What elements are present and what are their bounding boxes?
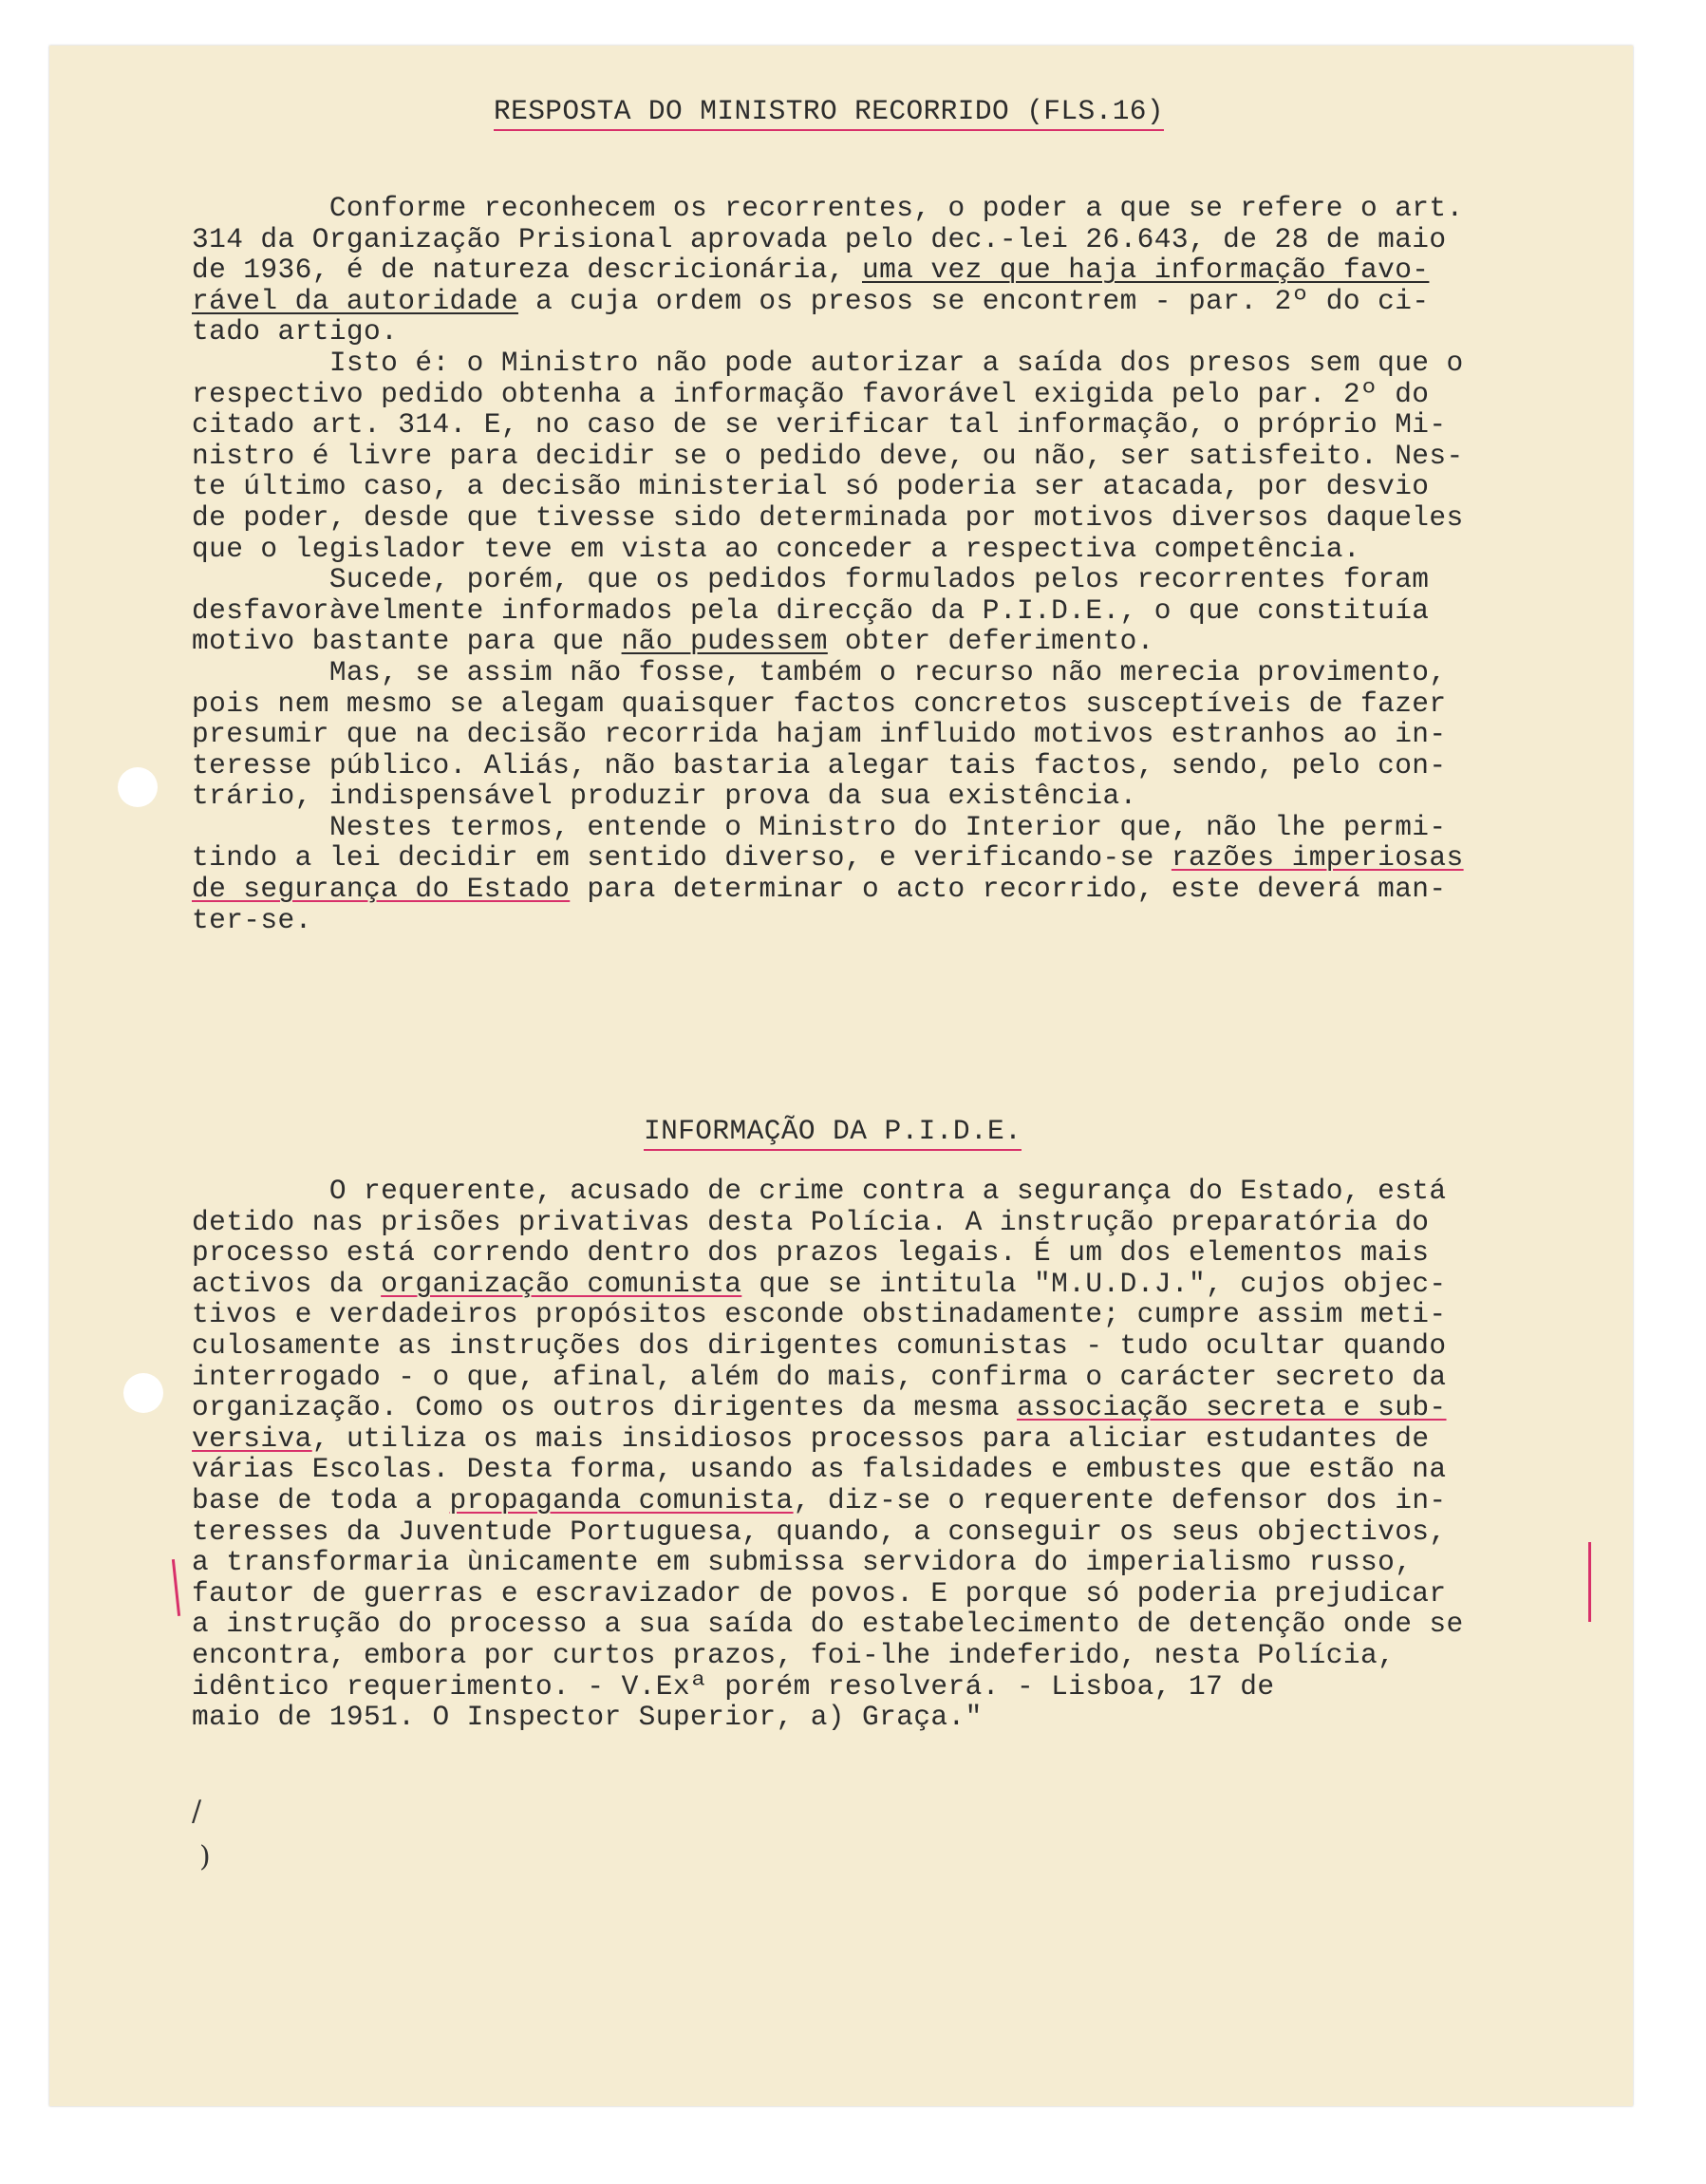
- underlined-text: não pudessem: [621, 625, 828, 658]
- section-heading-ministro: RESPOSTA DO MINISTRO RECORRIDO (FLS.16): [494, 95, 1164, 131]
- text-line: [192, 1578, 1464, 1610]
- text-line: [192, 812, 1464, 843]
- text-line: [192, 1299, 1464, 1330]
- text-line: [192, 1485, 1464, 1516]
- text-line: [192, 316, 1464, 348]
- text-line: [192, 379, 1464, 410]
- text-run: tado artigo.: [192, 315, 399, 348]
- text-line: [192, 781, 1464, 812]
- text-line: [192, 1702, 1464, 1733]
- text-run: a cuja ordem os presos se encontrem - par. 2º do ci-: [517, 284, 1430, 317]
- text-line: [192, 1640, 1464, 1671]
- punch-hole: [123, 1373, 163, 1413]
- text-line: [192, 595, 1464, 627]
- margin-red-mark: [1588, 1542, 1591, 1622]
- text-run: activos da: [192, 1267, 382, 1300]
- text-run: maio de 1951. O Inspector Superior, a) Graça.": [192, 1701, 983, 1734]
- section-body-ministro: [192, 193, 1464, 935]
- text-run: O requerente, acusado de crime contra a segurança do Estado, está: [192, 1175, 1447, 1207]
- text-line: [192, 626, 1464, 657]
- section-heading-pide: INFORMAÇÃO DA P.I.D.E.: [644, 1115, 1022, 1151]
- text-run: culosamente as instruções dos dirigentes comunistas - tudo ocultar quando: [192, 1328, 1447, 1362]
- text-line: [192, 750, 1464, 781]
- section-body-pide: [192, 1176, 1464, 1733]
- text-line: [192, 905, 1464, 936]
- text-run: ter-se.: [192, 903, 312, 936]
- document-page: [49, 46, 1633, 2106]
- underlined-text: propaganda comunista: [449, 1483, 794, 1516]
- text-line: [192, 286, 1464, 317]
- text-line: [192, 842, 1464, 874]
- text-run: , diz-se o requerente defensor dos in-: [793, 1483, 1447, 1516]
- text-line: [192, 1207, 1464, 1238]
- text-line: [192, 657, 1464, 688]
- text-line: [192, 1609, 1464, 1640]
- text-run: para determinar o acto recorrido, este deverá man-: [570, 873, 1447, 906]
- underlined-text: versiva: [192, 1421, 312, 1455]
- text-line: [192, 1269, 1464, 1300]
- text-line: [192, 1362, 1464, 1393]
- text-run: processo está correndo dentro dos prazos legais. É um dos elementos mais: [192, 1236, 1430, 1270]
- text-line: [192, 409, 1464, 441]
- text-line: [192, 471, 1464, 502]
- text-run: presumir que na decisão recorrida hajam influido motivos estranhos ao in-: [192, 718, 1447, 751]
- underlined-text: uma vez que haja informação favo-: [862, 254, 1430, 287]
- text-run: motivo bastante para que: [192, 625, 622, 658]
- text-run: Nestes termos, entende o Ministro do Interior que, não lhe permi-: [192, 810, 1447, 843]
- text-line: [192, 1547, 1464, 1578]
- text-run: Mas, se assim não fosse, também o recurso não merecia provimento,: [192, 655, 1447, 688]
- text-run: que o legislador teve em vista ao conceder a respectiva competência.: [192, 532, 1360, 565]
- underlined-text: organização comunista: [381, 1267, 742, 1300]
- underlined-text: rável da autoridade: [192, 284, 518, 317]
- text-line: [192, 441, 1464, 472]
- text-run: respectivo pedido obtenha a informação favorável exigida pelo par. 2º do: [192, 377, 1430, 410]
- text-line: [192, 224, 1464, 255]
- text-line: [192, 534, 1464, 565]
- margin-pencil-mark: ): [199, 1840, 211, 1873]
- text-line: [192, 1237, 1464, 1269]
- text-run: Conforme reconhecem os recorrentes, o poder a que se refere o art.: [192, 192, 1464, 224]
- text-line: [192, 1176, 1464, 1207]
- text-run: pois nem mesmo se alegam quaisquer factos concretos susceptíveis de fazer: [192, 687, 1447, 720]
- punch-hole: [118, 767, 158, 807]
- text-run: te último caso, a decisão ministerial só poderia ser atacada, por desvio: [192, 470, 1430, 503]
- text-run: base de toda a: [192, 1483, 450, 1516]
- text-line: [192, 1671, 1464, 1703]
- text-run: , utiliza os mais insidiosos processos para aliciar estudantes de: [311, 1421, 1430, 1455]
- text-line: [192, 719, 1464, 750]
- text-run: encontra, embora por curtos prazos, foi-lhe indeferido, nesta Polícia,: [192, 1638, 1396, 1671]
- margin-pencil-mark: /: [192, 1795, 202, 1828]
- text-line: [192, 1330, 1464, 1362]
- underlined-text: de segurança do Estado: [192, 873, 571, 906]
- text-run: obter deferimento.: [827, 625, 1154, 658]
- text-run: tivos e verdadeiros propósitos esconde obstinadamente; cumpre assim meti-: [192, 1298, 1447, 1331]
- text-run: de poder, desde que tivesse sido determinada por motivos diversos daqueles: [192, 500, 1464, 534]
- underlined-text: associação secreta e sub-: [1016, 1391, 1447, 1424]
- text-line: [192, 1516, 1464, 1548]
- text-line: [192, 1392, 1464, 1423]
- text-run: a instrução do processo a sua saída do estabelecimento de detenção onde se: [192, 1608, 1464, 1641]
- text-run: citado art. 314. E, no caso de se verificar tal informação, o próprio Mi-: [192, 408, 1447, 442]
- text-run: fautor de guerras e escravizador de povos. E porque só poderia prejudicar: [192, 1576, 1447, 1610]
- text-run: várias Escolas. Desta forma, usando as falsidades e embustes que estão na: [192, 1453, 1447, 1486]
- text-run: 314 da Organização Prisional aprovada pelo dec.-lei 26.643, de 28 de maio: [192, 222, 1447, 255]
- text-line: [192, 1454, 1464, 1485]
- text-run: interrogado - o que, afinal, além do mais, confirma o carácter secreto da: [192, 1360, 1447, 1393]
- text-run: tindo a lei decidir em sentido diverso, e verificando-se: [192, 841, 1172, 875]
- text-run: a transformaria ùnicamente em submissa servidora do imperialismo russo,: [192, 1546, 1413, 1579]
- text-run: desfavoràvelmente informados pela direcção da P.I.D.E., o que constituía: [192, 593, 1430, 627]
- text-line: [192, 688, 1464, 720]
- text-run: idêntico requerimento. - V.Exª porém resolverá. - Lisboa, 17 de: [192, 1669, 1275, 1703]
- text-run: organização. Como os outros dirigentes da mesma: [192, 1391, 1017, 1424]
- text-line: [192, 502, 1464, 534]
- text-line: [192, 874, 1464, 905]
- text-run: de 1936, é de natureza descricionária,: [192, 254, 863, 287]
- text-run: detido nas prisões privativas desta Polícia. A instrução preparatória do: [192, 1205, 1430, 1238]
- text-run: Sucede, porém, que os pedidos formulados pelos recorrentes foram: [192, 563, 1430, 596]
- text-run: que se intitula "M.U.D.J.", cujos objec-: [741, 1267, 1447, 1300]
- underlined-text: razões imperiosas: [1171, 841, 1464, 875]
- text-line: [192, 1423, 1464, 1455]
- text-line: [192, 193, 1464, 224]
- margin-red-mark: [172, 1559, 180, 1616]
- text-line: [192, 348, 1464, 379]
- text-line: [192, 564, 1464, 595]
- text-run: nistro é livre para decidir se o pedido deve, ou não, ser satisfeito. Nes-: [192, 439, 1464, 472]
- text-run: teresses da Juventude Portuguesa, quando, a conseguir os seus objectivos,: [192, 1515, 1447, 1548]
- text-run: trário, indispensável produzir prova da sua existência.: [192, 780, 1137, 813]
- text-line: [192, 254, 1464, 286]
- text-run: teresse público. Aliás, não bastaria alegar tais factos, sendo, pelo con-: [192, 748, 1447, 781]
- text-run: Isto é: o Ministro não pode autorizar a saída dos presos sem que o: [192, 346, 1464, 379]
